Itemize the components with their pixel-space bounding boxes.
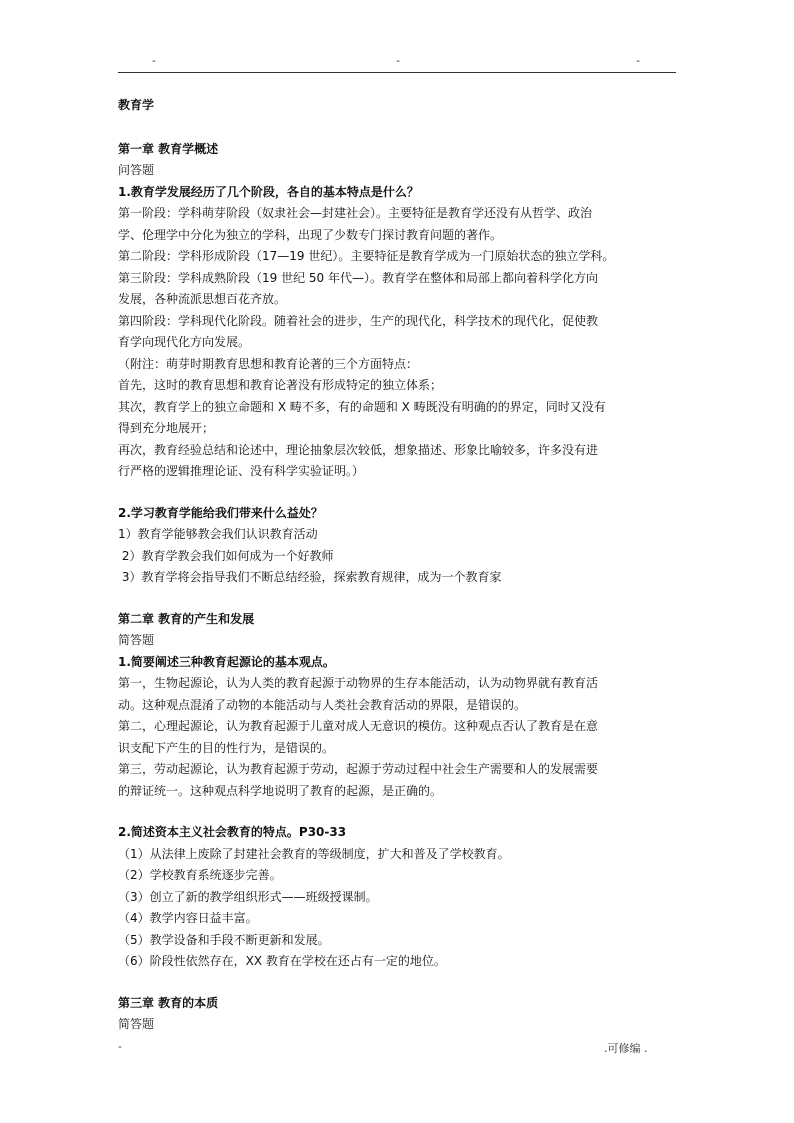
ch1-question-1: 1.教育学发展经历了几个阶段，各自的基本特点是什么？ — [118, 184, 419, 199]
ch2-q1-line: 第三，劳动起源论，认为教育起源于劳动，起源于劳动过程中社会生产需要和人的发展需要 — [118, 762, 599, 776]
ch1-q1-line: 其次，教育学上的独立命题和 X 畴不多，有的命题和 X 畴既没有明确的的界定，同时又没有 — [118, 399, 606, 414]
ch2-q2-line: （2）学校教育系统逐步完善。 — [118, 868, 282, 882]
ch2-q2-line: （5）教学设备和手段不断更新和发展。 — [118, 932, 330, 947]
ch1-q1-line: 第二阶段：学科形成阶段（17—19 世纪）。主要特征是教育学成为一门原始状态的独立学科。 — [118, 249, 615, 263]
chapter-1-title: 第一章 教育学概述 — [118, 141, 219, 156]
ch1-q1-line: 育学向现代化方向发展。 — [118, 335, 251, 349]
ch2-q1-line: 第一，生物起源论，认为人类的教育起源于动物界的生存本能活动，认为动物界就有教育活 — [118, 676, 599, 690]
ch1-q2-line: 2）教育学教会我们如何成为一个好教师 — [118, 548, 334, 563]
footer-editable-note: .可修编 . — [604, 1042, 648, 1055]
ch1-q1-line: 学、伦理学中分化为独立的学科，出现了少数专门探讨教育问题的著作。 — [118, 227, 503, 242]
ch1-q1-line: 第一阶段：学科萌芽阶段（奴隶社会—封建社会）。主要特征是教育学还没有从哲学、政治 — [118, 206, 593, 220]
chapter-3-type: 简答题 — [118, 1017, 155, 1031]
ch1-question-2: 2.学习教育学能给我们带来什么益处？ — [118, 505, 323, 520]
header-left-mark: - — [152, 54, 156, 67]
ch1-q2-line: 3）教育学将会指导我们不断总结经验，探索教育规律，成为一个教育家 — [118, 570, 502, 584]
ch2-question-1: 1.简要阐述三种教育起源论的基本观点。 — [118, 654, 335, 669]
ch2-q2-line: （4）教学内容日益丰富。 — [118, 911, 258, 925]
ch2-q1-line: 动。这种观点混淆了动物的本能活动与人类社会教育活动的界限，是错误的。 — [118, 697, 527, 712]
chapter-2-title: 第二章 教育的产生和发展 — [118, 611, 255, 626]
ch2-q1-line: 第二，心理起源论，认为教育起源于儿童对成人无意识的模仿。这种观点否认了教育是在意 — [118, 719, 599, 733]
chapter-2-type: 简答题 — [118, 633, 155, 647]
ch1-q1-line: 行严格的逻辑推理论证、没有科学实验证明。） — [118, 464, 365, 478]
header-rule — [118, 72, 676, 73]
chapter-3-title: 第三章 教育的本质 — [118, 995, 219, 1010]
ch2-q2-line: （3）创立了新的教学组织形式——班级授课制。 — [118, 889, 378, 904]
ch2-question-2: 2.简述资本主义社会教育的特点。P30-33 — [118, 825, 347, 839]
ch2-q2-line: （6）阶段性依然存在，XX 教育在学校在还占有一定的地位。 — [118, 954, 446, 968]
ch2-q1-line: 的辩证统一。这种观点科学地说明了教育的起源，是正确的。 — [118, 783, 443, 798]
document-title: 教育学 — [118, 98, 155, 112]
ch1-q1-line: 发展，各种流派思想百花齐放。 — [118, 292, 287, 306]
ch1-q2-line: 1）教育学能够教会我们认识教育活动 — [118, 527, 318, 541]
ch1-q1-line: 得到充分地展开； — [118, 421, 215, 435]
ch2-q2-line: （1）从法律上废除了封建社会教育的等级制度，扩大和普及了学校教育。 — [118, 846, 510, 861]
header-right-mark: - — [636, 54, 640, 67]
ch2-q1-line: 识支配下产生的目的性行为，是错误的。 — [118, 740, 335, 755]
document-body — [118, 95, 678, 1036]
chapter-1-type: 问答题 — [118, 163, 155, 177]
footer-left-mark: - — [118, 1040, 122, 1053]
ch1-q1-line: 第三阶段：学科成熟阶段（19 世纪 50 年代—）。教育学在整体和局部上都向着科学化方向 — [118, 270, 598, 285]
ch1-q1-line: 首先，这时的教育思想和教育论著没有形成特定的独立体系； — [118, 378, 443, 392]
ch1-q1-line: （附注：萌芽时期教育思想和教育论著的三个方面特点： — [118, 356, 419, 371]
ch1-q1-line: 再次，教育经验总结和论述中，理论抽象层次较低，想象描述、形象比喻较多，许多没有进 — [118, 442, 599, 457]
ch1-q1-line: 第四阶段：学科现代化阶段。随着社会的进步，生产的现代化，科学技术的现代化，促使教 — [118, 313, 599, 328]
page-header — [118, 54, 676, 74]
header-center-mark: - — [396, 54, 400, 67]
